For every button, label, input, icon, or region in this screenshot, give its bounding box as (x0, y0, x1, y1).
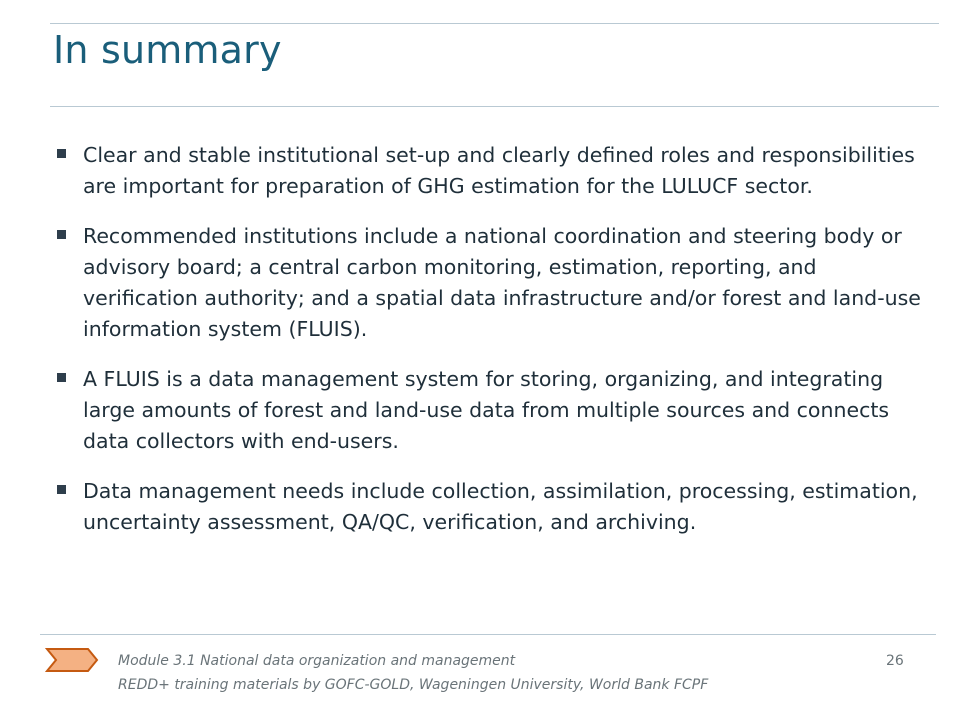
square-bullet-icon (57, 485, 66, 494)
square-bullet-icon (57, 149, 66, 158)
bullet-item (57, 140, 927, 202)
footer-rule (40, 634, 936, 635)
bullet-item (57, 476, 927, 538)
bullet-text: Clear and stable institutional set-up and clearly defined roles and responsibilities are important for preparation of GHG estimation for the LULUCF sector. (83, 143, 915, 198)
top-rule (50, 23, 939, 24)
title-rule (50, 106, 939, 107)
page-number: 26 (886, 653, 904, 669)
bullet-item (57, 221, 927, 345)
bullet-text: Data management needs include collection, assimilation, processing, estimation, uncertainty assessment, QA/QC, verification, and archiving. (83, 479, 918, 534)
bullet-item (57, 364, 927, 457)
bullet-text: Recommended institutions include a national coordination and steering body or advisory board; a central carbon monitoring, estimation, reporting, and verification authority; and a spatial data infrastructure and/or forest and land-use information system (FLUIS). (83, 224, 921, 341)
footer-module-text: Module 3.1 National data organization and management (118, 653, 516, 669)
chevron-arrow-icon (44, 646, 100, 674)
square-bullet-icon (57, 373, 66, 382)
slide-title: In summary (53, 28, 282, 72)
bullet-list (57, 140, 927, 557)
footer-credit-text: REDD+ training materials by GOFC-GOLD, Wageningen University, World Bank FCPF (118, 677, 709, 693)
square-bullet-icon (57, 230, 66, 239)
bullet-text: A FLUIS is a data management system for storing, organizing, and integrating large amounts of forest and land-use data from multiple sources and connects data collectors with end-users. (83, 367, 890, 453)
